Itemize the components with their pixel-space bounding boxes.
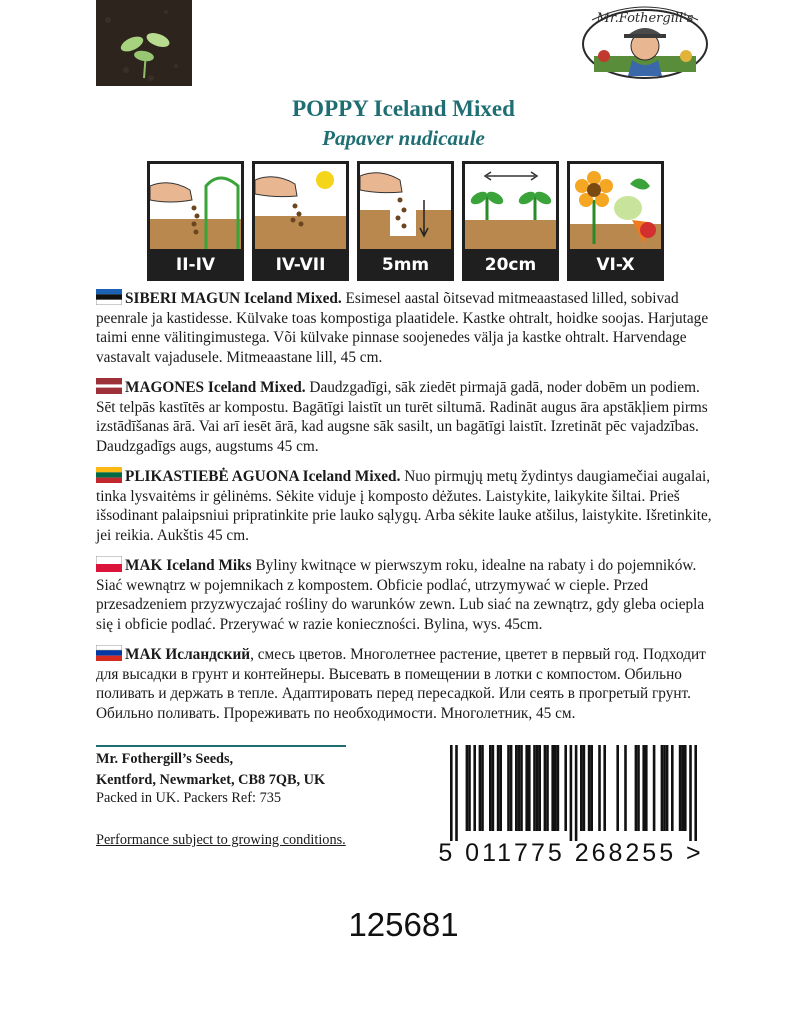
- barcode-bar: [588, 745, 591, 831]
- logo-text: Mr.Fothergill's: [596, 11, 694, 26]
- barcode-bar: [518, 745, 521, 831]
- barcode-bar: [551, 745, 554, 831]
- barcode-bar: [679, 745, 682, 831]
- tile-label: VI-X: [596, 255, 635, 275]
- product-code: 125681: [348, 906, 459, 943]
- barcode-bar: [598, 745, 601, 831]
- barcode-bar: [580, 745, 583, 831]
- company-name: Mr. Fothergill’s Seeds,: [96, 751, 234, 767]
- barcode-bar: [536, 745, 539, 831]
- plant-spacing-icon: [462, 161, 559, 281]
- flag-estonia-icon: [96, 289, 122, 305]
- barcode-bar: [590, 745, 593, 831]
- barcode-bar: [663, 745, 666, 831]
- tile-label: 20cm: [484, 255, 537, 275]
- body-text: Daudzgadīgi, sāk ziedēt pirmajā gadā, noder dobēm un podiem. Sēt telpās kastītēs ar kompostu. Bagātīgi laistīt un turēt siltumā. Radināt augus āra apstākļiem pirms izstādīšanas ārā. Vai arī iesēt ārā, kad augsne sāk sasilt, un bagātīgi laistīt. Izretināt pēc vajadzības. Daudzgadīgs augs, augstums 45 cm.: [96, 379, 708, 455]
- seedling-photo: [96, 0, 192, 86]
- barcode-bar: [525, 745, 528, 831]
- barcode-bar: [666, 745, 669, 831]
- barcode-bar: [481, 745, 484, 831]
- description-estonian: [96, 289, 716, 367]
- brand-logo: [580, 0, 710, 80]
- barcode-bar: [450, 745, 453, 841]
- barcode-bar: [497, 745, 500, 831]
- flag-poland-icon: [96, 556, 122, 572]
- body-text: Nuo pirmųjų metų žydintys daugiamečiai augalai, tinka lysvaitėms ir gėlinėms. Sėkite viduje į komposto dėžutes. Laistykite, laikykite šiltai. Prieš išsodinant palaipsniui pripratinkite prie lauko sąlygų. Arba sėkite lauke atšilus, laistykite. Išretinkite, jei reikia. Aukštis 45 cm.: [96, 468, 712, 544]
- barcode-bar: [616, 745, 619, 831]
- product-title: POPPY Iceland Mixed: [292, 96, 515, 121]
- barcode-bar: [570, 745, 573, 841]
- barcode-bar: [515, 745, 518, 831]
- barcode-bar: [564, 745, 567, 831]
- description-lithuanian: [96, 467, 716, 545]
- flag-russia-icon: [96, 645, 122, 661]
- description-russian: [96, 645, 716, 723]
- barcode-bar: [653, 745, 656, 831]
- barcode-bar: [557, 745, 560, 831]
- barcode-bar: [624, 745, 627, 831]
- barcode-bar: [546, 745, 549, 831]
- address-line: Kentford, Newmarket, CB8 7QB, UK: [96, 772, 326, 788]
- barcode-bar: [642, 745, 645, 831]
- lead-text: MAK Iceland Miks: [125, 557, 252, 574]
- barcode-bar: [645, 745, 648, 831]
- barcode-bar: [575, 745, 578, 841]
- lead-text: MAGONES Iceland Mixed.: [125, 379, 306, 396]
- barcode-bar: [635, 745, 638, 831]
- company-address: [96, 745, 346, 791]
- sow-under-cover-icon: [147, 161, 244, 281]
- barcode-bar: [603, 745, 606, 831]
- barcode-bar: [694, 745, 697, 841]
- barcode-bar: [689, 745, 692, 841]
- barcode-bar: [492, 745, 495, 831]
- barcode-bar: [544, 745, 547, 831]
- barcode-bar: [466, 745, 469, 831]
- barcode-bar: [468, 745, 471, 831]
- barcode-bar: [681, 745, 684, 831]
- divider: [96, 745, 346, 747]
- sowing-depth-icon: [357, 161, 454, 281]
- barcode-bar: [671, 745, 674, 831]
- barcode-bar: [507, 745, 510, 831]
- tile-label: 5mm: [381, 255, 430, 275]
- flag-latvia-icon: [96, 378, 122, 394]
- flowering-icon: [567, 161, 664, 281]
- barcode: [426, 745, 716, 865]
- lead-text: SIBERI MAGUN Iceland Mixed.: [125, 290, 342, 307]
- body-text: Esimesel aastal õitsevad mitmeaastased lilled, sobivad peenrale ja kastidesse. Külvake toas kompostiga plaatidele. Kastke ohtralt, hoidke soojas. Harjutage taimi enne välitingimustega. Või külvake pinnase soojenedes välja ja kastke ohtralt. Harvendage vastavalt vajadusele. Mitmeaastane lill, 45 cm.: [96, 290, 709, 366]
- lead-text: PLIKASTIEBĖ AGUONA Iceland Mixed.: [125, 468, 401, 485]
- body-text: Byliny kwitnące w pierwszym roku, idealne na rabaty i do pojemników. Siać wewnątrz w pojemnikach z kompostem. Obficie podlać, utrzymywać w cieple. Przed przesadzeniem przyzwyczajać rośliny do warunków zewn. Lub siać na zewnątrz, gdy gleba ociepla się i obficie podlać. Przerywać w razie konieczności. Bylina, wys. 45cm.: [96, 557, 705, 633]
- description-polish: [96, 556, 716, 634]
- latin-name: Papaver nudicaule: [322, 126, 485, 150]
- sow-outdoors-icon: [252, 161, 349, 281]
- packer-reference: Packed in UK. Packers Ref: 735: [96, 790, 282, 806]
- tile-label: IV-VII: [275, 255, 326, 275]
- barcode-bar: [528, 745, 531, 831]
- performance-note: Performance subject to growing conditions.: [96, 832, 346, 848]
- sowing-guide-icons: [147, 161, 664, 281]
- barcode-bar: [473, 745, 476, 831]
- description-latvian: [96, 378, 716, 456]
- flag-lithuania-icon: [96, 467, 122, 483]
- body-text: , смесь цветов. Многолетнее растение, цветет в первый год. Подходит для высадки в грунт и контейнеры. Высевать в помещении в лотки с компостом. Обильно поливать и держать в тепле. Адаптировать перед пересадкой. Или сеять в прогретый грунт. Обильно поливать. Прореживать по необходимости. Многолетник, 45 см.: [96, 646, 706, 722]
- lead-text: МАК Исландский: [125, 646, 251, 663]
- barcode-bar: [538, 745, 541, 831]
- tile-label: II-IV: [175, 255, 216, 275]
- barcode-bar: [533, 745, 536, 831]
- barcode-bar: [583, 745, 586, 831]
- barcode-bar: [554, 745, 557, 831]
- barcode-bar: [489, 745, 492, 831]
- barcode-bar: [637, 745, 640, 831]
- barcode-bar: [455, 745, 458, 841]
- barcode-bar: [510, 745, 513, 831]
- barcode-bar: [479, 745, 482, 831]
- barcode-bar: [684, 745, 687, 831]
- barcode-bar: [661, 745, 664, 831]
- barcode-number: 5 011775 268255 >: [438, 839, 704, 865]
- barcode-bar: [520, 745, 523, 831]
- barcode-bar: [499, 745, 502, 831]
